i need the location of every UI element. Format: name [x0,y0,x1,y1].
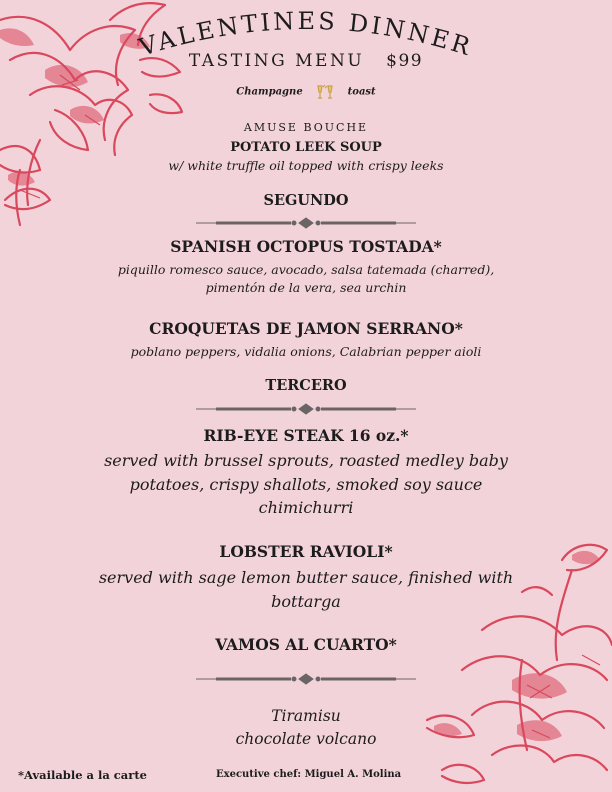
section-heading-cuarto: VAMOS AL CUARTO* [215,635,397,654]
dish-lobster-desc-2: bottarga [271,592,341,611]
toast-left-label: Champagne [236,86,303,98]
dish-lobster-desc-1: served with sage lemon butter sauce, finished with [98,568,514,587]
dessert-tiramisu: Tiramisu [271,707,341,725]
tasting-menu-line [0,51,612,71]
a-la-carte-note: *Available a la carte [18,768,147,782]
dish-octopus-tostada: SPANISH OCTOPUS TOSTADA* [170,237,442,256]
dish-octopus-desc-2: pimentón de la vera, sea urchin [205,280,407,295]
dessert-chocolate-volcano: chocolate volcano [235,730,377,748]
price: $99 [386,51,424,71]
ornamental-divider [196,403,416,415]
ornamental-divider [196,217,416,229]
amuse-bouche-label: AMUSE BOUCHE [243,121,369,134]
section-heading-tercero: TERCERO [265,377,347,394]
tasting-menu-label: TASTING MENU [188,51,365,71]
dish-octopus-desc-1: piquillo romesco sauce, avocado, salsa tatemada (charred), [117,262,495,277]
dish-ribeye-desc-2: potatoes, crispy shallots, smoked soy sauce [129,475,483,494]
toast-right-label: toast [347,86,376,98]
champagne-glasses-icon [314,84,336,100]
dish-ribeye-desc-3: chimichurri [258,498,354,517]
dish-lobster-ravioli: LOBSTER RAVIOLI* [219,542,393,561]
dish-croquetas-desc: poblano peppers, vidalia onions, Calabrian pepper aioli [130,344,482,359]
ornamental-divider [196,673,416,685]
champagne-toast-line [0,84,612,100]
dish-croquetas: CROQUETAS DE JAMON SERRANO* [149,319,463,338]
dish-ribeye: RIB-EYE STEAK 16 oz.* [203,426,409,445]
amuse-desc: w/ white truffle oil topped with crispy leeks [168,158,444,173]
menu-title-text: VALENTINES DINNER [135,6,477,62]
amuse-dish: POTATO LEEK SOUP [230,140,382,155]
executive-chef-credit: Executive chef: Miguel A. Molina [216,769,402,780]
dish-ribeye-desc-1: served with brussel sprouts, roasted medley baby [104,451,508,470]
section-heading-segundo: SEGUNDO [263,192,349,209]
